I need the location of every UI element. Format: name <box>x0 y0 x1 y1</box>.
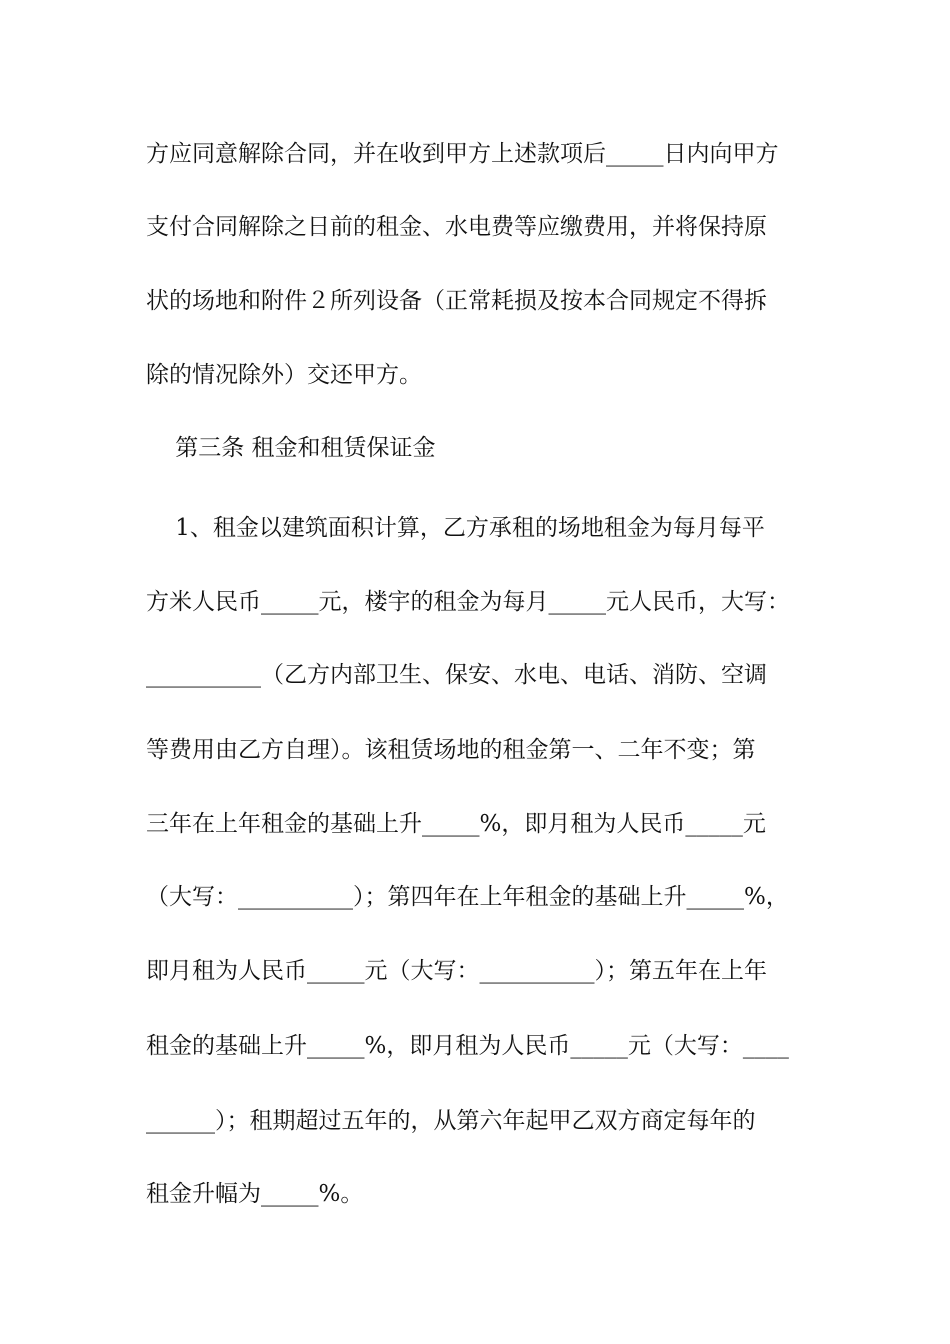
text-line-6: 1、租金以建筑面积计算，乙方承租的场地租金为每月每平 <box>146 515 765 541</box>
text-line-15: 租金升幅为_____%。 <box>146 1181 364 1207</box>
text-line-11: （大写：__________）；第四年在上年租金的基础上升_____%， <box>146 884 789 910</box>
text-line-1: 方应同意解除合同，并在收到甲方上述款项后_____日内向甲方 <box>146 141 779 167</box>
text-line-4: 除的情况除外）交还甲方。 <box>146 362 422 388</box>
text-line-2: 支付合同解除之日前的租金、水电费等应缴费用，并将保持原 <box>146 214 767 240</box>
text-line-7: 方米人民币_____元，楼宇的租金为每月_____元人民币，大写： <box>146 589 790 615</box>
text-line-10: 三年在上年租金的基础上升_____%，即月租为人民币_____元 <box>146 811 766 837</box>
text-line-14: ______）；租期超过五年的，从第六年起甲乙双方商定每年的 <box>146 1108 756 1134</box>
text-line-13: 租金的基础上升_____%，即月租为人民币_____元（大写：____ <box>146 1033 789 1059</box>
section-heading: 第三条 租金和租赁保证金 <box>146 435 436 461</box>
text-line-12: 即月租为人民币_____元（大写：__________）；第五年在上年 <box>146 958 767 984</box>
text-line-9: 等费用由乙方自理）。该租赁场地的租金第一、二年不变；第 <box>146 737 756 763</box>
text-line-8: __________（乙方内部卫生、保安、水电、电话、消防、空调 <box>146 662 767 688</box>
text-line-3: 状的场地和附件２所列设备（正常耗损及按本合同规定不得拆 <box>146 288 767 314</box>
